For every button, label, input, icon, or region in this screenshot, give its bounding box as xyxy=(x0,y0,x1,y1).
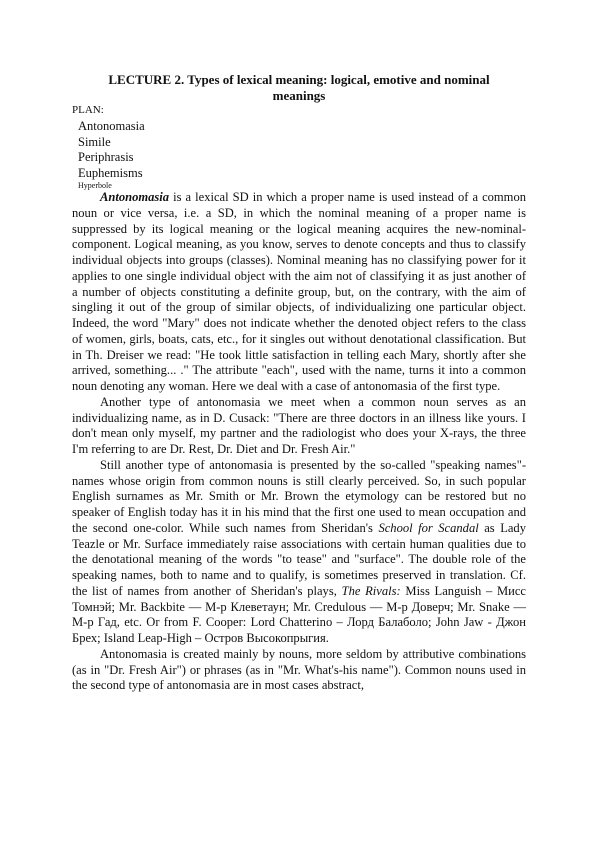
plan-item-antonomasia: Antonomasia xyxy=(78,119,145,133)
plan-item-simile: Simile xyxy=(78,134,111,149)
paragraph-3-part-c: Miss Languish – Мисс Томнэй; Mr. Backbite — М-р Клеветаун; Mr. Credulous — М-р Доверч; Mr. Snake —М-р Гад, etc. Or from F. Cooper: Lord Chatterino – Лорд Балаболо; John Jaw - Джон Брех; Island Leap-High – Остров Высокопрыгия. xyxy=(72,583,526,645)
plan-label: PLAN: xyxy=(72,104,104,116)
paragraph-2: Another type of antonomasia we meet when a common noun serves as an individualizing name, as in D. Cusack: "There are three doctors in an illness like yours. I don't mean only myself, my partner and the radiologist who does your X-rays, the three I'm referring to are Dr. Rest, Dr. Diet and Dr. Fresh Air." xyxy=(72,394,526,456)
paragraph-1-text: is a lexical SD in which a proper name is used instead of a common noun or vice versa, i.e. a SD, in which the nominal meaning of a proper name is suppressed by its logical meaning or the logical meaning acquires the new-nominal-component. Logical meaning, as you know, serves to denote concepts and thus to classify individual objects into groups (classes). Nominal meaning has no classifying power for it applies to one single individual object with the aim not of classifying it as just another of a number of objects constituting a definite group, but, on the contrary, with the aim of singling it out of the group of similar objects, of individualizing one particular object. Indeed, the word "Mary" does not indicate whether the denoted object refers to the class of women, girls, boats, cats, etc., for it singles out without denotational classification. But in Th. Dreiser we read: "He took little satisfaction in telling each Mary, shortly after she arrived, something... ." The attribute "each", used with the name, turns it into a common noun denoting any woman. Here we deal with a case of antonomasia of the first type. xyxy=(72,190,526,393)
plan-item-euphemisms: Euphemisms xyxy=(78,165,143,180)
paragraph-3-part-b: as Lady Teazle or Mr. Surface immediately raise associations with certain human qualities due to the denotational meaning of the words "to tease" and "surface". The double role of the speaking names, both to name and to qualify, is sometimes preserved in translation. Cf. the list of names from another of Sheridan's plays, xyxy=(72,520,526,598)
paragraph-3-part-a: Still another type of antonomasia is presented by the so-called "speaking names"-names whose origin from common nouns is still clearly perceived. So, in such popular English surnames as Mr. Smith or Mr. Brown the etymology can be restored but no speaker of English today has it in his mind that the first one used to mean occupation and the second one-color. While such names from Sheridan's xyxy=(72,457,526,535)
paragraph-4: Antonomasia is created mainly by nouns, more seldom by attributive combinations (as in "Dr. Fresh Air") or phrases (as in "Mr. What's-his name"). Common nouns used in the second type of antonomasia are in most cases abstract, xyxy=(72,646,526,693)
plan-item-hyperbole: Hyperbole xyxy=(78,181,112,190)
term-antonomasia: Antonomasia xyxy=(100,190,170,204)
document-page xyxy=(72,72,526,694)
lecture-title: LECTURE 2. Types of lexical meaning: logical, emotive and nominal meanings xyxy=(108,72,490,103)
plan-item-periphrasis: Periphrasis xyxy=(78,150,134,164)
paragraph-1 xyxy=(72,190,526,395)
title-school-for-scandal: School for Scandal xyxy=(378,520,479,535)
body-text xyxy=(72,190,526,694)
plan-list xyxy=(72,119,526,190)
paragraph-3 xyxy=(72,458,526,647)
title-the-rivals: The Rivals: xyxy=(341,583,401,598)
